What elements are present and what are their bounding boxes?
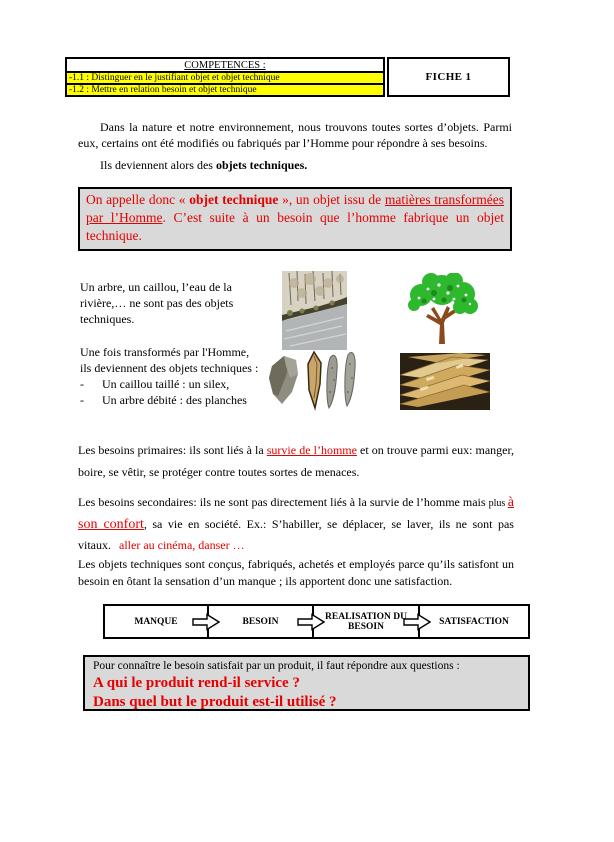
competence-1-label: -1.1 : Distinguer en le justifiant objet et objet technique [69, 73, 280, 83]
intro-paragraph-1-text: Dans la nature et notre environnement, nous trouvons toutes sortes d’objets. Parmi eux, certains ont été modifiés ou fabriqués par l’Homme pour répondre à ses besoins. [78, 120, 512, 150]
competences-table [65, 57, 385, 97]
intro-paragraph-2 [78, 157, 512, 173]
tree-image [404, 273, 481, 345]
river-photo-image [282, 271, 347, 350]
definition-seg5: . C’est suite à un besoin que l’homme fabrique un objet technique. [86, 210, 504, 243]
diagram-step-manque-label: MANQUE [134, 616, 178, 627]
natural-objects-text [80, 279, 250, 327]
transformed-line-1: Une fois transformés par l'Homme, [80, 345, 250, 359]
fiche-number-box [387, 57, 510, 97]
question-box [83, 655, 530, 711]
secondaires-small: plus [488, 498, 508, 509]
wood-planks-image [400, 353, 490, 410]
competences-title-row [67, 59, 383, 71]
primaires-seg1: Les besoins primaires: ils sont liés à la [78, 443, 267, 457]
competences-title: COMPETENCES : [184, 59, 266, 71]
definition-seg3: », un objet issu de [278, 192, 385, 207]
tree-clipart [404, 273, 481, 345]
question-2: Dans quel but le produit est-il utilisé ? [93, 694, 337, 710]
transformed-objects-block [80, 344, 285, 408]
river-photo [282, 271, 347, 350]
besoins-secondaires-paragraph [78, 492, 514, 556]
competence-row-1 [67, 71, 383, 83]
definition-underlined: matières transformées par l’Homme [86, 192, 505, 225]
transformed-line-2: ils deviennent des objets techniques : [80, 361, 259, 375]
besoins-primaires-paragraph [78, 439, 514, 483]
block-arrow-icon [297, 613, 325, 631]
list-item-flint-label: Un caillou taillé : un silex, [102, 377, 230, 391]
question-1: A qui le produit rend-il service ? [93, 675, 300, 691]
primaires-red-underline: survie de l’homme [266, 443, 357, 457]
intro-paragraph-2-text: Ils deviennent alors des [100, 158, 216, 172]
definition-seg1: On appelle donc « [86, 192, 190, 207]
fiche-label: FICHE 1 [425, 71, 472, 83]
wood-planks [400, 353, 490, 410]
list-dash: - [80, 393, 84, 407]
diagram-step-satisfaction [418, 606, 528, 637]
intro-paragraph-2-bold: objets techniques. [215, 158, 308, 172]
secondaires-red-underline: à son confort [78, 495, 514, 532]
primaires-seg3: et on trouve parmi eux: manger, boire, se vêtir, se protéger contre toutes sortes de menaces. [78, 443, 515, 479]
flint-stones-image [268, 350, 363, 415]
natural-objects-label: Un arbre, un caillou, l’eau de la rivière,… ne sont pas des objets techniques. [80, 280, 234, 326]
list-item [80, 376, 285, 392]
need-flow-diagram [103, 604, 530, 639]
diagram-step-satisfaction-label: SATISFACTION [439, 616, 509, 627]
definition-box [78, 187, 512, 251]
competence-row-2 [67, 83, 383, 95]
intro-paragraph-1 [78, 119, 512, 151]
diagram-step-besoin-label: BESOIN [242, 616, 279, 627]
list-item-planks-label: Un arbre débité : des planches [102, 393, 247, 407]
conclusion-paragraph [78, 556, 514, 590]
secondaires-seg4: , sa vie en société. Ex.: S’habiller, se déplacer, se laver, ils ne sont pas vitaux. [78, 517, 514, 552]
secondaires-seg1: Les besoins secondaires: ils ne sont pas directement liés à la survie de l’homme mais [78, 495, 489, 509]
question-box-intro: Pour connaître le besoin satisfait par un produit, il faut répondre aux questions : [93, 660, 460, 672]
list-dash: - [80, 377, 84, 391]
flint-stones [268, 350, 363, 415]
block-arrow-icon [403, 613, 431, 631]
definition-term: objet technique [189, 192, 279, 207]
conclusion-text: Les objets techniques sont conçus, fabriqués, achetés et employés parce qu’ils satisfont un besoin en ôtant la sensation d’un manque ; ils apportent donc une satisfaction. [78, 557, 514, 588]
block-arrow-icon [192, 613, 220, 631]
secondaires-red-tail: aller au cinéma, danser … [119, 538, 245, 552]
list-item [80, 392, 285, 408]
diagram-step-realisation-label: REALISATION DU BESOIN [325, 611, 407, 632]
competence-2-label: -1.2 : Mettre en relation besoin et objet technique [69, 85, 257, 95]
